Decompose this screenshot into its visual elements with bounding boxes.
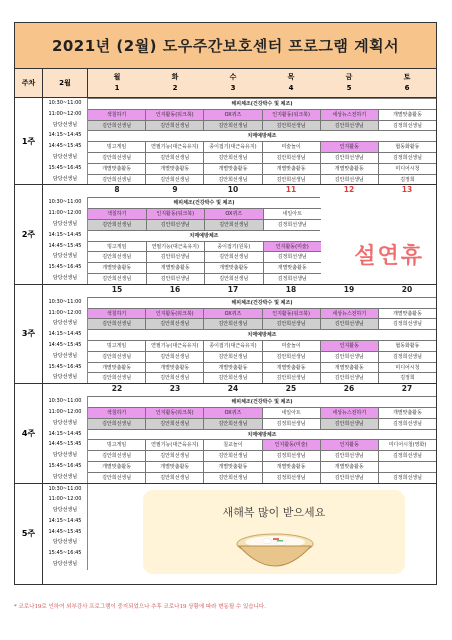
- date-number: 20: [401, 284, 413, 294]
- footer-note: * 코로나19로 인하여 외부강사 프로그램이 중지되었으나 추후 코로나19 상황에 따라 변동될 수 있습니다.: [14, 604, 266, 610]
- time-slot: 14:15~14:45: [43, 329, 88, 340]
- activity-cell: 개별맞춤활동: [320, 163, 378, 174]
- schedule-row: [43, 372, 436, 383]
- date-number: 15: [111, 284, 123, 294]
- activity-cell: 김안희선생님: [262, 372, 320, 383]
- schedule-row: [43, 407, 436, 418]
- activity-cell: 협동화활동: [378, 141, 436, 152]
- activity-cell: 김안희선생님: [262, 174, 320, 185]
- activity-cell: 김안희선생님: [203, 418, 261, 429]
- day-header: [204, 69, 262, 97]
- week-body: [43, 98, 436, 184]
- activity-cell: 세상뉴스전하기: [320, 109, 378, 120]
- schedule-row: [43, 461, 436, 472]
- date-number: 22: [111, 384, 123, 394]
- activity-cell: 김안희선생님: [262, 152, 320, 163]
- activity-cell: 김정희선생님: [263, 273, 322, 284]
- activity-cell: 김안희선생님: [204, 251, 263, 262]
- empty-cell: [321, 208, 379, 219]
- schedule-row: [43, 208, 436, 219]
- activity-cell: 개별맞춤활동: [203, 461, 261, 472]
- time-slot: 14:15~14:45: [43, 130, 88, 141]
- activity-cell: 김정희선생님: [263, 219, 322, 230]
- dates-row: [88, 384, 436, 396]
- activity-cell: 개별맞춤활동: [378, 308, 436, 319]
- activity-cell: 인지활동(워크북): [145, 308, 203, 319]
- activity-cell: 세상뉴스전하기: [320, 308, 378, 319]
- activity-cell: 김안희선생님: [320, 351, 378, 362]
- activity-cell: 인지활동(워크북): [146, 208, 205, 219]
- activity-cell: 종이접기(대근육유지): [203, 340, 261, 351]
- activity-cell: 개별맞춤활동: [320, 362, 378, 373]
- time-slot: 담당선생님: [43, 219, 88, 230]
- time-slot: 15:45~16:45: [43, 262, 88, 273]
- activity-cell: 협동화활동: [378, 340, 436, 351]
- date-number: 9: [172, 185, 178, 195]
- time-slot: 담당선생님: [43, 472, 88, 483]
- activity-cell: 김안희선생님: [146, 273, 205, 284]
- day-number: 6: [404, 84, 410, 92]
- activity-cell: 김안희선생님: [203, 472, 261, 483]
- activity-cell: 김정희선생님: [262, 418, 320, 429]
- activity-cell: 김안희선생님: [204, 219, 263, 230]
- activity-cell: 빙고게임: [88, 340, 145, 351]
- date-number: 10: [227, 185, 239, 195]
- time-slot: 담당선생님: [43, 120, 88, 131]
- schedule-row: [43, 130, 436, 141]
- activity-cell: 개별맞춤활동: [88, 262, 146, 273]
- schedule-row: [43, 418, 436, 429]
- activity-cell: 색칠하기: [88, 308, 145, 319]
- activity-cell: 김정희선생님: [378, 418, 436, 429]
- activity-cell: OX퀴즈: [203, 109, 261, 120]
- day-headers: [88, 69, 436, 97]
- activity-cell: 개별맞춤활동: [203, 163, 261, 174]
- page-title: 2021년 (2월) 도우주간보호센터 프로그램 계획서: [15, 23, 436, 69]
- day-name: 화: [171, 73, 179, 81]
- date-number: 18: [285, 284, 297, 294]
- activity-cell: 색칠하기: [88, 407, 145, 418]
- activity-cell: 색칠하기: [88, 208, 146, 219]
- activity-cell: 개별맞춤활동: [262, 163, 320, 174]
- activity-cell: 김안희선생님: [145, 372, 203, 383]
- dates-row: [88, 185, 436, 197]
- activity-cell: 개별맞춤활동: [262, 362, 320, 373]
- schedule-row: [43, 197, 436, 208]
- day-header: [320, 69, 378, 97]
- time-slot: 담당선생님: [43, 174, 88, 185]
- activity-cell: 김안희선생님: [145, 418, 203, 429]
- time-slot: 10:30~11:00: [43, 197, 88, 208]
- day-name: 금: [345, 73, 353, 81]
- activity-cell: 개별맞춤활동: [88, 163, 145, 174]
- activity-cell: 김정희선생님: [262, 472, 320, 483]
- activity-cell: 미술놀이: [262, 340, 320, 351]
- activity-cell: 김안희선생님: [320, 450, 378, 461]
- time-slot: 11:00~12:00: [43, 494, 88, 505]
- activity-cell: 개별맞춤활동: [145, 461, 203, 472]
- activity-cell: 김안희선생님: [203, 120, 261, 131]
- day-name: 월: [113, 73, 121, 81]
- time-slot: 담당선생님: [43, 505, 88, 516]
- time-slot: 11:00~12:00: [43, 407, 88, 418]
- activity-cell: 개별맞춤활동: [263, 262, 322, 273]
- activity-cell: 김안희선생님: [320, 318, 378, 329]
- spanning-activity: 해피체조(건강박수 및 체조): [88, 297, 436, 308]
- dates-row: [88, 285, 436, 297]
- schedule-row: [43, 351, 436, 362]
- week-label: 2주: [15, 185, 43, 283]
- day-header: [378, 69, 436, 97]
- activity-cell: 인지활동(워크북): [262, 109, 320, 120]
- schedule-row: [43, 396, 436, 407]
- activity-cell: 김안희선생님: [88, 152, 145, 163]
- day-name: 토: [403, 73, 411, 81]
- activity-cell: 김정희: [378, 372, 436, 383]
- activity-cell: 빙고게임: [88, 141, 145, 152]
- activity-cell: 김안희선생님: [88, 372, 145, 383]
- week-4: [15, 384, 436, 483]
- activity-cell: 연필기능(대근육유지): [145, 141, 203, 152]
- empty-cell: [379, 273, 437, 284]
- week-label: 1주: [15, 98, 43, 184]
- activity-cell: 개별맞춤활동: [262, 461, 320, 472]
- schedule-row: [43, 109, 436, 120]
- schedule-row: [43, 98, 436, 109]
- new-year-message: 새해복 많이 받으세요: [222, 505, 326, 519]
- activity-cell: 개별맞춤활동: [145, 362, 203, 373]
- date-number: 25: [285, 384, 297, 394]
- date-number: 27: [401, 384, 413, 394]
- week-label: 3주: [15, 285, 43, 383]
- day-number: 2: [172, 84, 178, 92]
- date-number: 12: [343, 185, 355, 195]
- activity-cell: 김안희선생님: [145, 472, 203, 483]
- time-slot: 10:30~11:00: [43, 484, 88, 495]
- activity-cell: 개별맞춤활동: [204, 262, 263, 273]
- schedule-row: [43, 429, 436, 440]
- time-slot: 14:45~15:45: [43, 141, 88, 152]
- activity-cell: 김정희선생님: [263, 251, 322, 262]
- activity-cell: 연필기능(대근육유지): [146, 241, 205, 252]
- activity-cell: 김안희선생님: [145, 351, 203, 362]
- activity-cell: 김안희선생님: [203, 351, 261, 362]
- day-number: 4: [288, 84, 294, 92]
- week-body: [43, 285, 436, 383]
- spanning-activity: 치매예방체조: [88, 130, 436, 141]
- time-slot: 담당선생님: [43, 251, 88, 262]
- activity-cell: 인지활동: [320, 439, 378, 450]
- activity-cell: 인지활동(미술): [262, 439, 320, 450]
- activity-cell: 김안희선생님: [88, 219, 146, 230]
- activity-cell: 김안희선생님: [145, 174, 203, 185]
- activity-cell: 개별맞춤활동: [145, 163, 203, 174]
- empty-cell: [321, 219, 379, 230]
- week-label: 5주: [15, 484, 43, 584]
- activity-cell: 김정희선생님: [378, 152, 436, 163]
- activity-cell: 김안희선생님: [320, 174, 378, 185]
- activity-cell: 미디어시청(영화): [378, 439, 436, 450]
- activity-cell: 김안희선생님: [203, 372, 261, 383]
- week-1: [15, 98, 436, 185]
- time-slot: 담당선생님: [43, 372, 88, 383]
- week-column-header: 주차: [15, 69, 43, 97]
- activity-cell: 네일아트: [262, 407, 320, 418]
- activity-cell: 김안희선생님: [145, 450, 203, 461]
- time-slot: 11:00~12:00: [43, 308, 88, 319]
- activity-cell: 김안희선생님: [145, 318, 203, 329]
- empty-cell: [379, 219, 437, 230]
- schedule-row: [43, 163, 436, 174]
- schedule-row: [43, 141, 436, 152]
- time-slot: 14:45~15:45: [43, 439, 88, 450]
- activity-cell: 개별맞춤활동: [88, 362, 145, 373]
- activity-cell: 김안희선생님: [203, 450, 261, 461]
- schedule-row: [43, 152, 436, 163]
- weeks-container: [15, 98, 436, 484]
- week-5-body: [43, 484, 436, 584]
- time-slot: 담당선생님: [43, 537, 88, 548]
- activity-cell: 개별맞춤활동: [378, 109, 436, 120]
- activity-cell: 김정희선생님: [378, 351, 436, 362]
- time-slot: 14:15~14:45: [43, 230, 88, 241]
- activity-cell: 김안희선생님: [88, 120, 145, 131]
- activity-cell: 인지활동: [320, 340, 378, 351]
- activity-cell: 김안희선생님: [262, 120, 320, 131]
- time-slot: 담당선생님: [43, 450, 88, 461]
- date-number: 26: [343, 384, 355, 394]
- schedule-row: [43, 174, 436, 185]
- spanning-activity: 해피체조(건강박수 및 체조): [88, 396, 436, 407]
- activity-cell: 김안희선생님: [203, 152, 261, 163]
- activity-cell: 김안희선생님: [320, 372, 378, 383]
- activity-cell: 김정희선생님: [378, 318, 436, 329]
- empty-cell: [379, 208, 437, 219]
- activity-cell: 개별맞춤활동: [88, 461, 145, 472]
- schedule-row: [43, 308, 436, 319]
- time-slot: 14:45~15:45: [43, 340, 88, 351]
- activity-cell: 김안희선생님: [145, 120, 203, 131]
- activity-cell: OX퀴즈: [203, 308, 261, 319]
- activity-cell: 미디어시청: [378, 362, 436, 373]
- time-slot: 15:45~16:45: [43, 163, 88, 174]
- activity-cell: 인지활동(워크북): [145, 109, 203, 120]
- spanning-activity: 치매예방체조: [88, 230, 320, 241]
- activity-cell: 김안희선생님: [88, 351, 145, 362]
- schedule-row: [43, 329, 436, 340]
- day-header: [262, 69, 320, 97]
- activity-cell: 김정희선생님: [378, 472, 436, 483]
- week-body: [43, 384, 436, 482]
- activity-cell: OX퀴즈: [203, 407, 261, 418]
- activity-cell: [378, 461, 436, 472]
- activity-cell: 김안희선생님: [320, 418, 378, 429]
- activity-cell: 개별맞춤활동: [146, 262, 205, 273]
- activity-cell: 김안희선생님: [320, 472, 378, 483]
- date-number: 8: [114, 185, 120, 195]
- time-slot: 담당선생님: [43, 273, 88, 284]
- schedule-row: [43, 439, 436, 450]
- day-header: [146, 69, 204, 97]
- activity-cell: 김안희선생님: [88, 174, 145, 185]
- tteokguk-bowl-icon: [235, 526, 315, 572]
- day-name: 목: [287, 73, 295, 81]
- time-slot: 담당선생님: [43, 318, 88, 329]
- time-slot: 14:45~15:45: [43, 241, 88, 252]
- activity-cell: 연필기능(대근육유지): [145, 439, 203, 450]
- day-number: 3: [230, 84, 236, 92]
- week-label: 4주: [15, 384, 43, 482]
- month-column-header: 2월: [43, 69, 88, 97]
- activity-cell: OX퀴즈: [204, 208, 263, 219]
- activity-cell: 인지활동(워크북): [145, 407, 203, 418]
- activity-cell: 빙고게임: [88, 241, 146, 252]
- activity-cell: 김안희선생님: [88, 318, 145, 329]
- time-slot: 담당선생님: [43, 351, 88, 362]
- day-number: 1: [114, 84, 120, 92]
- schedule-row: [43, 297, 436, 308]
- activity-cell: 김안희선생님: [88, 418, 145, 429]
- new-year-card: [143, 490, 405, 574]
- activity-cell: 김안희선생님: [88, 472, 145, 483]
- activity-cell: 연필기능(대근육유지): [145, 340, 203, 351]
- week-3: [15, 285, 436, 384]
- activity-cell: 김정희선생님: [262, 450, 320, 461]
- spanning-activity: 치매예방체조: [88, 429, 436, 440]
- spanning-activity: 치매예방체조: [88, 329, 436, 340]
- schedule-row: [43, 472, 436, 483]
- activity-cell: 김안희선생님: [88, 450, 145, 461]
- date-number: 24: [227, 384, 239, 394]
- activity-cell: 칠교놀이: [203, 439, 261, 450]
- date-number: 11: [285, 185, 297, 195]
- spanning-activity: 해피체조(건강박수 및 체조): [88, 197, 320, 208]
- schedule-row: [43, 362, 436, 373]
- time-slot: 11:00~12:00: [43, 208, 88, 219]
- time-slot: 10:30~11:00: [43, 297, 88, 308]
- activity-cell: 김안희선생님: [320, 120, 378, 131]
- day-name: 수: [229, 73, 237, 81]
- activity-cell: 김안희선생님: [146, 219, 205, 230]
- activity-cell: 김안희선생님: [203, 174, 261, 185]
- week-body: [43, 185, 436, 283]
- empty-cell: [320, 197, 436, 208]
- activity-cell: 김안희선생님: [88, 273, 146, 284]
- time-slot: 15:45~16:45: [43, 461, 88, 472]
- activity-cell: 인지활동(미술): [263, 241, 322, 252]
- week-5: [15, 484, 436, 584]
- activity-cell: 김안희선생님: [145, 152, 203, 163]
- schedule-row: [43, 450, 436, 461]
- date-number: 19: [343, 284, 355, 294]
- schedule-row: [43, 340, 436, 351]
- time-slot: 14:15~14:45: [43, 429, 88, 440]
- activity-cell: 인지활동(워크북): [262, 308, 320, 319]
- table-header: [15, 69, 436, 98]
- activity-cell: 개별맞춤활동: [203, 362, 261, 373]
- time-slot: 담당선생님: [43, 559, 88, 570]
- activity-cell: 김안희선생님: [262, 318, 320, 329]
- empty-cell: [321, 273, 379, 284]
- schedule-row: [43, 318, 436, 329]
- time-slot: 11:00~12:00: [43, 109, 88, 120]
- activity-cell: 김안희선생님: [204, 273, 263, 284]
- date-number: 13: [401, 185, 413, 195]
- time-slot: 15:45~16:45: [43, 548, 88, 559]
- time-slot: 담당선생님: [43, 152, 88, 163]
- activity-cell: 김안희선생님: [203, 318, 261, 329]
- date-number: 23: [169, 384, 181, 394]
- holiday-label: 설연휴: [354, 244, 424, 270]
- activity-cell: 김정희선생님: [378, 450, 436, 461]
- schedule-row: [43, 120, 436, 131]
- activity-cell: 개별맞춤활동: [378, 407, 436, 418]
- activity-cell: 색칠하기: [88, 109, 145, 120]
- activity-cell: 종이접기(원목): [204, 241, 263, 252]
- activity-cell: 김안희선생님: [146, 251, 205, 262]
- activity-cell: 개별맞춤활동: [320, 461, 378, 472]
- date-number: 16: [169, 284, 181, 294]
- activity-cell: 빙고게임: [88, 439, 145, 450]
- activity-cell: 미술놀이: [262, 141, 320, 152]
- activity-cell: 네일아트: [263, 208, 322, 219]
- schedule-row: [43, 273, 436, 284]
- week-2: [15, 185, 436, 284]
- spanning-activity: 해피체조(건강박수 및 체조): [88, 98, 436, 109]
- schedule-row: [43, 219, 436, 230]
- activity-cell: 김안희선생님: [262, 351, 320, 362]
- activity-cell: 세상뉴스전하기: [320, 407, 378, 418]
- activity-cell: 김안희선생님: [320, 152, 378, 163]
- day-number: 5: [346, 84, 352, 92]
- time-slot: 10:30~11:00: [43, 396, 88, 407]
- time-slot: 15:45~16:45: [43, 362, 88, 373]
- time-slot: 담당선생님: [43, 418, 88, 429]
- time-slot: 14:45~15:45: [43, 527, 88, 538]
- time-slot: 10:30~11:00: [43, 98, 88, 109]
- program-sheet: [14, 22, 437, 585]
- activity-cell: 김안희선생님: [88, 251, 146, 262]
- time-slot: 14:15~14:45: [43, 516, 88, 527]
- activity-cell: 인지활동: [320, 141, 378, 152]
- activity-cell: 종이접기(대근육유지): [203, 141, 261, 152]
- day-header: [88, 69, 146, 97]
- activity-cell: 김정희: [378, 174, 436, 185]
- activity-cell: 미디어시청: [378, 163, 436, 174]
- activity-cell: 김정희선생님: [378, 120, 436, 131]
- date-number: 17: [227, 284, 239, 294]
